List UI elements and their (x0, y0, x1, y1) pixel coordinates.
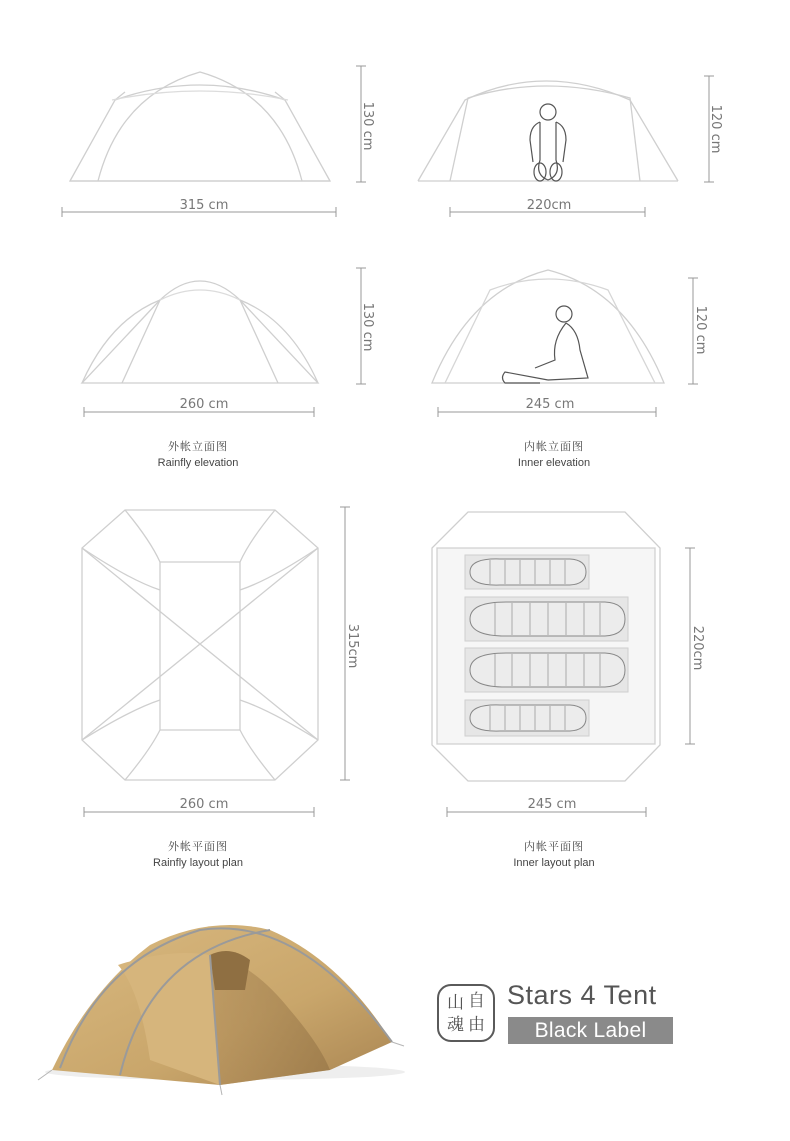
caption-inner-elevation (434, 438, 674, 472)
rainfly-front-height-label: 130 cm (360, 101, 375, 151)
caption-en: Inner elevation (517, 457, 591, 469)
inner-front-width-label: 220cm (526, 198, 572, 213)
sleeping-bag (465, 597, 628, 641)
rainfly-side-width-label: 260 cm (179, 397, 229, 412)
inner-front-dimensions (450, 76, 714, 217)
rainfly-front-dimensions (62, 66, 366, 217)
edition-label: Black Label (508, 1017, 673, 1044)
caption-zh: 内帐平面图 (524, 840, 584, 853)
logo-char: 由 (468, 1015, 485, 1035)
rainfly-front-width-label: 315 cm (179, 198, 229, 213)
caption-en: Inner layout plan (513, 857, 595, 869)
sleeping-bag (465, 648, 628, 692)
caption-en: Rainfly layout plan (153, 857, 243, 869)
rainfly-plan-depth-label: 315cm (345, 623, 360, 669)
rainfly-side-dimensions (84, 268, 366, 417)
product-name: Stars 4 Tent (507, 980, 657, 1010)
logo-char: 山 (447, 993, 464, 1013)
inner-front-elevation (418, 81, 678, 181)
brand-logo (437, 984, 495, 1042)
person-sitting-side-icon (503, 306, 589, 383)
inner-plan-width-label: 245 cm (527, 797, 577, 812)
person-sitting-front-icon (530, 104, 566, 181)
inner-side-width-label: 245 cm (525, 397, 575, 412)
sleeping-bag (465, 555, 589, 589)
rainfly-plan-width-label: 260 cm (179, 797, 229, 812)
caption-rainfly-layout (78, 838, 318, 872)
logo-char: 魂 (447, 1015, 464, 1035)
rainfly-side-height-label: 130 cm (360, 302, 375, 352)
inner-side-height-label: 120 cm (693, 305, 708, 355)
inner-front-height-label: 120 cm (708, 104, 723, 154)
inner-layout-plan (432, 512, 660, 781)
caption-en: Rainfly elevation (157, 457, 239, 469)
logo-char: 自 (468, 991, 485, 1011)
rainfly-layout-plan (82, 510, 318, 780)
caption-rainfly-elevation (78, 438, 318, 472)
caption-inner-layout (434, 838, 674, 872)
rainfly-front-elevation (70, 72, 330, 181)
tent-photo (38, 925, 405, 1095)
inner-plan-depth-label: 220cm (690, 625, 705, 671)
caption-zh: 外帐立面图 (168, 440, 228, 453)
inner-side-elevation (432, 270, 664, 383)
caption-zh: 外帐平面图 (168, 840, 228, 853)
rainfly-side-elevation (82, 281, 318, 383)
caption-zh: 内帐立面图 (524, 440, 584, 453)
sleeping-bag (465, 700, 589, 736)
